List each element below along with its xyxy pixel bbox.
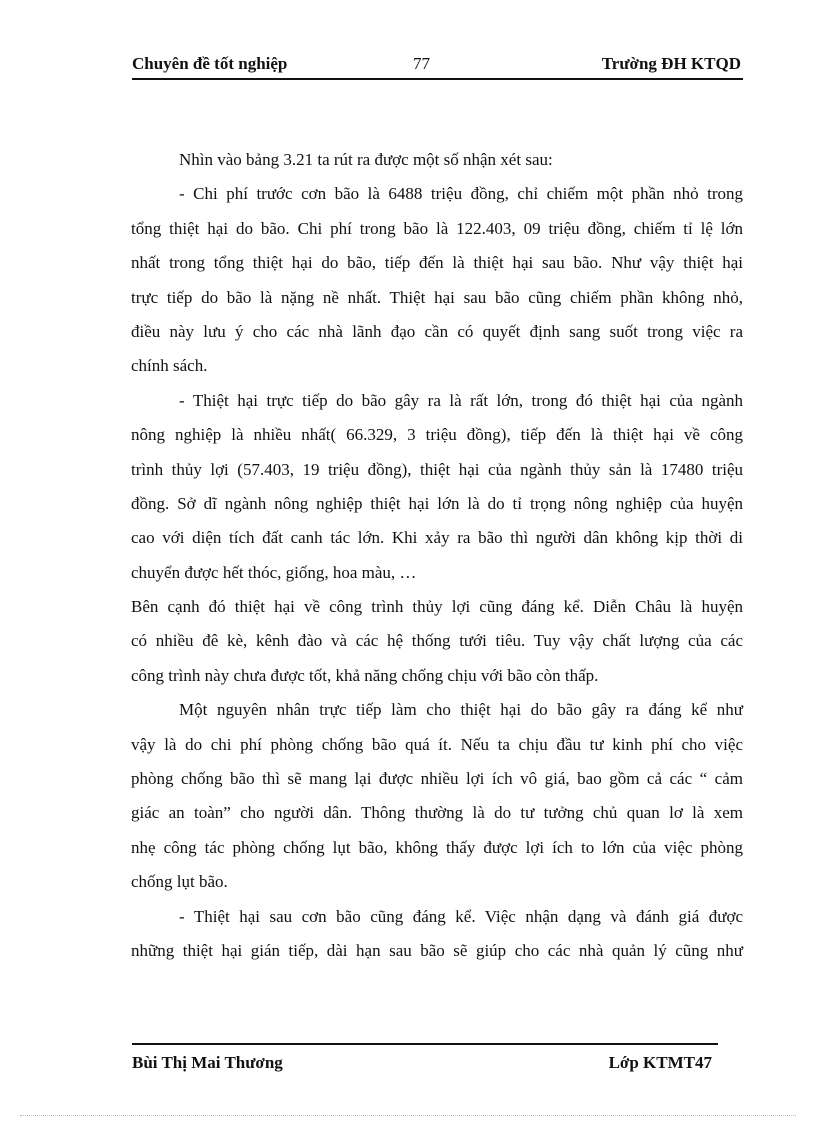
header-document-title: Chuyên đề tốt nghiệp [132,54,288,73]
header-page-number: 77 [413,54,430,73]
paragraph-line: trình thủy lợi (57.403, 19 triệu đồng), thiệt hại của ngành thủy sản là 17480 triệu [131,459,743,479]
paragraph-line: - Chi phí trước cơn bão là 6488 triệu đồng, chỉ chiếm một phần nhỏ trong [179,184,743,204]
paragraph-line: Nhìn vào bảng 3.21 ta rút ra được một số nhận xét sau: [179,150,553,169]
paragraph-line: chuyển được hết thóc, giống, hoa màu, … [131,562,417,582]
page-header [132,52,743,80]
paragraph-line: nhất trong tổng thiệt hại do bão, tiếp đến là thiệt hại sau bão. Như vậy thiệt hại [131,253,743,273]
paragraph-line: những thiệt hại gián tiếp, dài hạn sau bão sẽ giúp cho các nhà quản lý cũng như [131,940,743,960]
paragraph-line: cao với diện tích đất canh tác lớn. Khi xảy ra bão thì người dân không kịp thời di [131,528,743,548]
page-footer [132,1043,718,1079]
paragraph-line: chính sách. [131,356,208,376]
paragraph-line: có nhiều đê kè, kênh đào và các hệ thống tưới tiêu. Tuy vậy chất lượng của các [131,631,743,651]
header-university: Trường ĐH KTQD [601,54,741,73]
paragraph-line: vậy là do chi phí phòng chống bão quá ít. Nếu ta chịu đầu tư kinh phí cho việc [131,734,743,754]
footer-class: Lớp KTMT47 [608,1053,712,1072]
paragraph-line: tổng thiệt hại do bão. Chi phí trong bão là 122.403, 09 triệu đồng, chiếm tỉ lệ lớn [131,218,743,238]
paragraph-line: chống lụt bão. [131,872,228,892]
paragraph-line: đồng. Sở dĩ ngành nông nghiệp thiệt hại lớn là do tỉ trọng nông nghiệp của huyện [131,493,743,513]
page-bottom-edge [20,1115,796,1116]
paragraph-line: nông nghiệp là nhiều nhất( 66.329, 3 triệu đồng), tiếp đến là thiệt hại về công [131,425,743,445]
paragraph-line: điều này lưu ý cho các nhà lãnh đạo cần có quyết định sang suốt trong việc ra [131,321,743,341]
footer-author: Bùi Thị Mai Thương [132,1053,283,1072]
paragraph-line: phòng chống bão thì sẽ mang lại được nhiều lợi ích vô giá, bao gồm cả các “ cảm [131,769,743,789]
paragraph-line: - Thiệt hại trực tiếp do bão gây ra là rất lớn, trong đó thiệt hại của ngành [179,390,743,410]
paragraph-line: nhẹ công tác phòng chống lụt bão, không thấy được lợi ích to lớn của việc phòng [131,837,743,857]
paragraph-line: Một nguyên nhân trực tiếp làm cho thiệt hại do bão gây ra đáng kể như [179,700,743,720]
paragraph-line: Bên cạnh đó thiệt hại về công trình thủy lợi cũng đáng kể. Diễn Châu là huyện [131,597,743,617]
body-text [131,143,743,968]
paragraph-line: - Thiệt hại sau cơn bão cũng đáng kể. Việc nhận dạng và đánh giá được [179,906,743,926]
paragraph-line: giác an toàn” cho người dân. Thông thường là do tư tưởng chủ quan lơ là xem [131,803,743,823]
paragraph-line: trực tiếp do bão là nặng nề nhất. Thiệt hại sau bão cũng chiếm phần không nhỏ, [131,287,743,307]
paragraph-line: công trình này chưa được tốt, khả năng chống chịu với bão còn thấp. [131,665,599,685]
